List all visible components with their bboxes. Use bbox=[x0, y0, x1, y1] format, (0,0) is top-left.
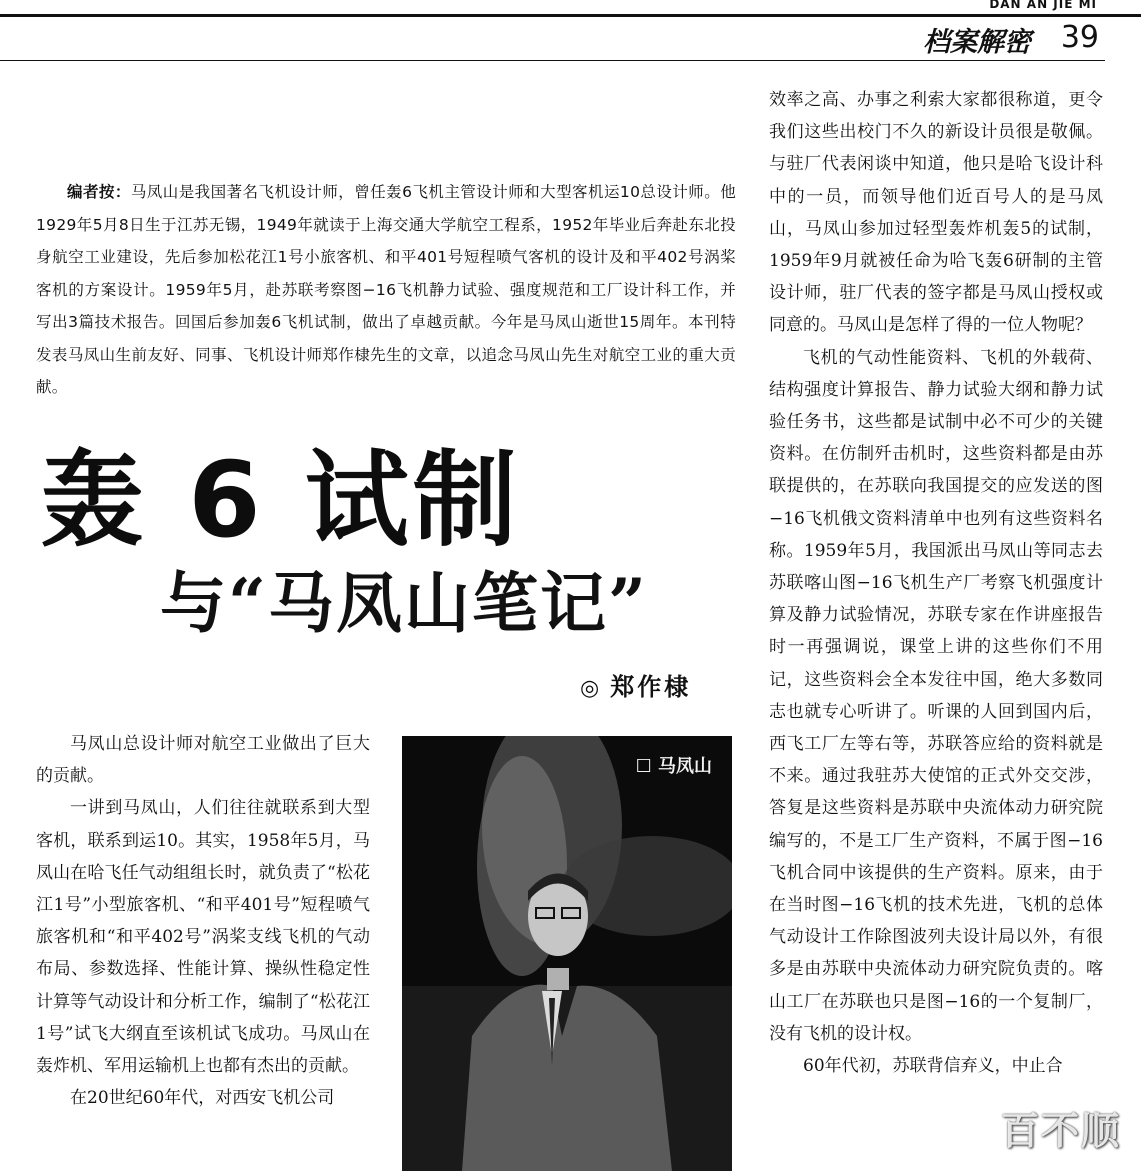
bullseye-icon: ◎ bbox=[580, 676, 603, 701]
paragraph: 60年代初，苏联背信弃义，中止合 bbox=[803, 1056, 1063, 1077]
right-column bbox=[769, 84, 1103, 1082]
portrait-image bbox=[402, 736, 732, 1171]
article-subtitle: 与“马凤山笔记” bbox=[160, 564, 648, 642]
portrait-photo bbox=[402, 736, 732, 1171]
paragraph: 一讲到马凤山，人们往往就联系到大型客机，联系到运10。其实，1958年5月，马凤山在哈飞任气动组组长时，就负责了“松花江1号”小型旅客机、“和平401号”短程喷气旅客机和“和平402号”涡桨支线飞机的气动布局、参数选择、性能计算、操纵性稳定性计算等气动设计和分析工作，编制了“松花江1号”试飞大纲直至该机试飞成功。马凤山在轰炸机、军用运输机上也都有杰出的贡献。 bbox=[36, 798, 370, 1077]
author-byline bbox=[580, 667, 691, 702]
left-column bbox=[36, 728, 370, 1114]
paragraph: 马凤山总设计师对航空工业做出了巨大的贡献。 bbox=[36, 734, 370, 787]
paragraph: 在20世纪60年代，对西安飞机公司 bbox=[70, 1088, 335, 1109]
header-pinyin: DAN AN JIE MI bbox=[989, 0, 1097, 11]
header-rule bbox=[0, 14, 1141, 17]
article-title: 轰 6 试制 bbox=[40, 439, 521, 561]
editor-note-lead: 编者按： bbox=[67, 183, 131, 201]
editor-note bbox=[36, 176, 736, 404]
header-underline bbox=[0, 60, 1105, 61]
paragraph: 效率之高、办事之利索大家都很称道，更令我们这些出校门不久的新设计员很是敬佩。与驻厂代表闲谈中知道，他只是哈飞设计科中的一员，而领导他们近百号人的是马凤山，马凤山参加过轻型轰炸机轰5的试制，1959年9月就被任命为哈飞轰6研制的主管设计师，驻厂代表的签字都是马凤山授权或同意的。马凤山是怎样了得的一位人物呢？ bbox=[769, 90, 1103, 336]
page-number: 39 bbox=[1060, 20, 1099, 55]
watermark: 百不顺 bbox=[1000, 1109, 1121, 1153]
photo-caption: ☐ 马凤山 bbox=[635, 756, 712, 777]
author-name: 郑作棣 bbox=[610, 673, 692, 701]
editor-note-text: 马凤山是我国著名飞机设计师，曾任轰6飞机主管设计师和大型客机运10总设计师。他1929年5月8日生于江苏无锡，1949年就读于上海交通大学航空工程系，1952年毕业后奔赴东北投身航空工业建设，先后参加松花江1号小旅客机、和平401号短程喷气客机的设计及和平402号涡桨客机的方案设计。1959年5月，赴苏联考察图−16飞机静力试验、强度规范和工厂设计科工作，并写出3篇技术报告。回国后参加轰6飞机试制，做出了卓越贡献。今年是马凤山逝世15周年。本刊特发表马凤山生前友好、同事、飞机设计师郑作棣先生的文章，以追念马凤山先生对航空工业的重大贡献。 bbox=[36, 183, 736, 396]
paragraph: 飞机的气动性能资料、飞机的外载荷、结构强度计算报告、静力试验大纲和静力试验任务书，这些都是试制中必不可少的关键资料。在仿制歼击机时，这些资料都是由苏联提供的，在苏联向我国提交的应发送的图−16飞机俄文资料清单中也列有这些资料名称。1959年5月，我国派出马凤山等同志去苏联喀山图−16飞机生产厂考察飞机强度计算及静力试验情况，苏联专家在作讲座报告时一再强调说，课堂上讲的这些你们不用记，这些资料会全本发往中国，绝大多数同志也就专心听讲了。听课的人回到国内后，西飞工厂左等右等，苏联答应给的资料就是不来。通过我驻苏大使馆的正式外交交涉，答复是这些资料是苏联中央流体动力研究院编写的，不是工厂生产资料，不属于图−16飞机合同中该提供的生产资料。原来，由于在当时图−16飞机的技术先进，飞机的总体气动设计工作除图波列夫设计局以外，有很多是由苏联中央流体动力研究院负责的。喀山工厂在苏联也只是图−16的一个复制厂，没有飞机的设计权。 bbox=[769, 347, 1103, 1044]
section-title: 档案解密 bbox=[923, 27, 1031, 58]
